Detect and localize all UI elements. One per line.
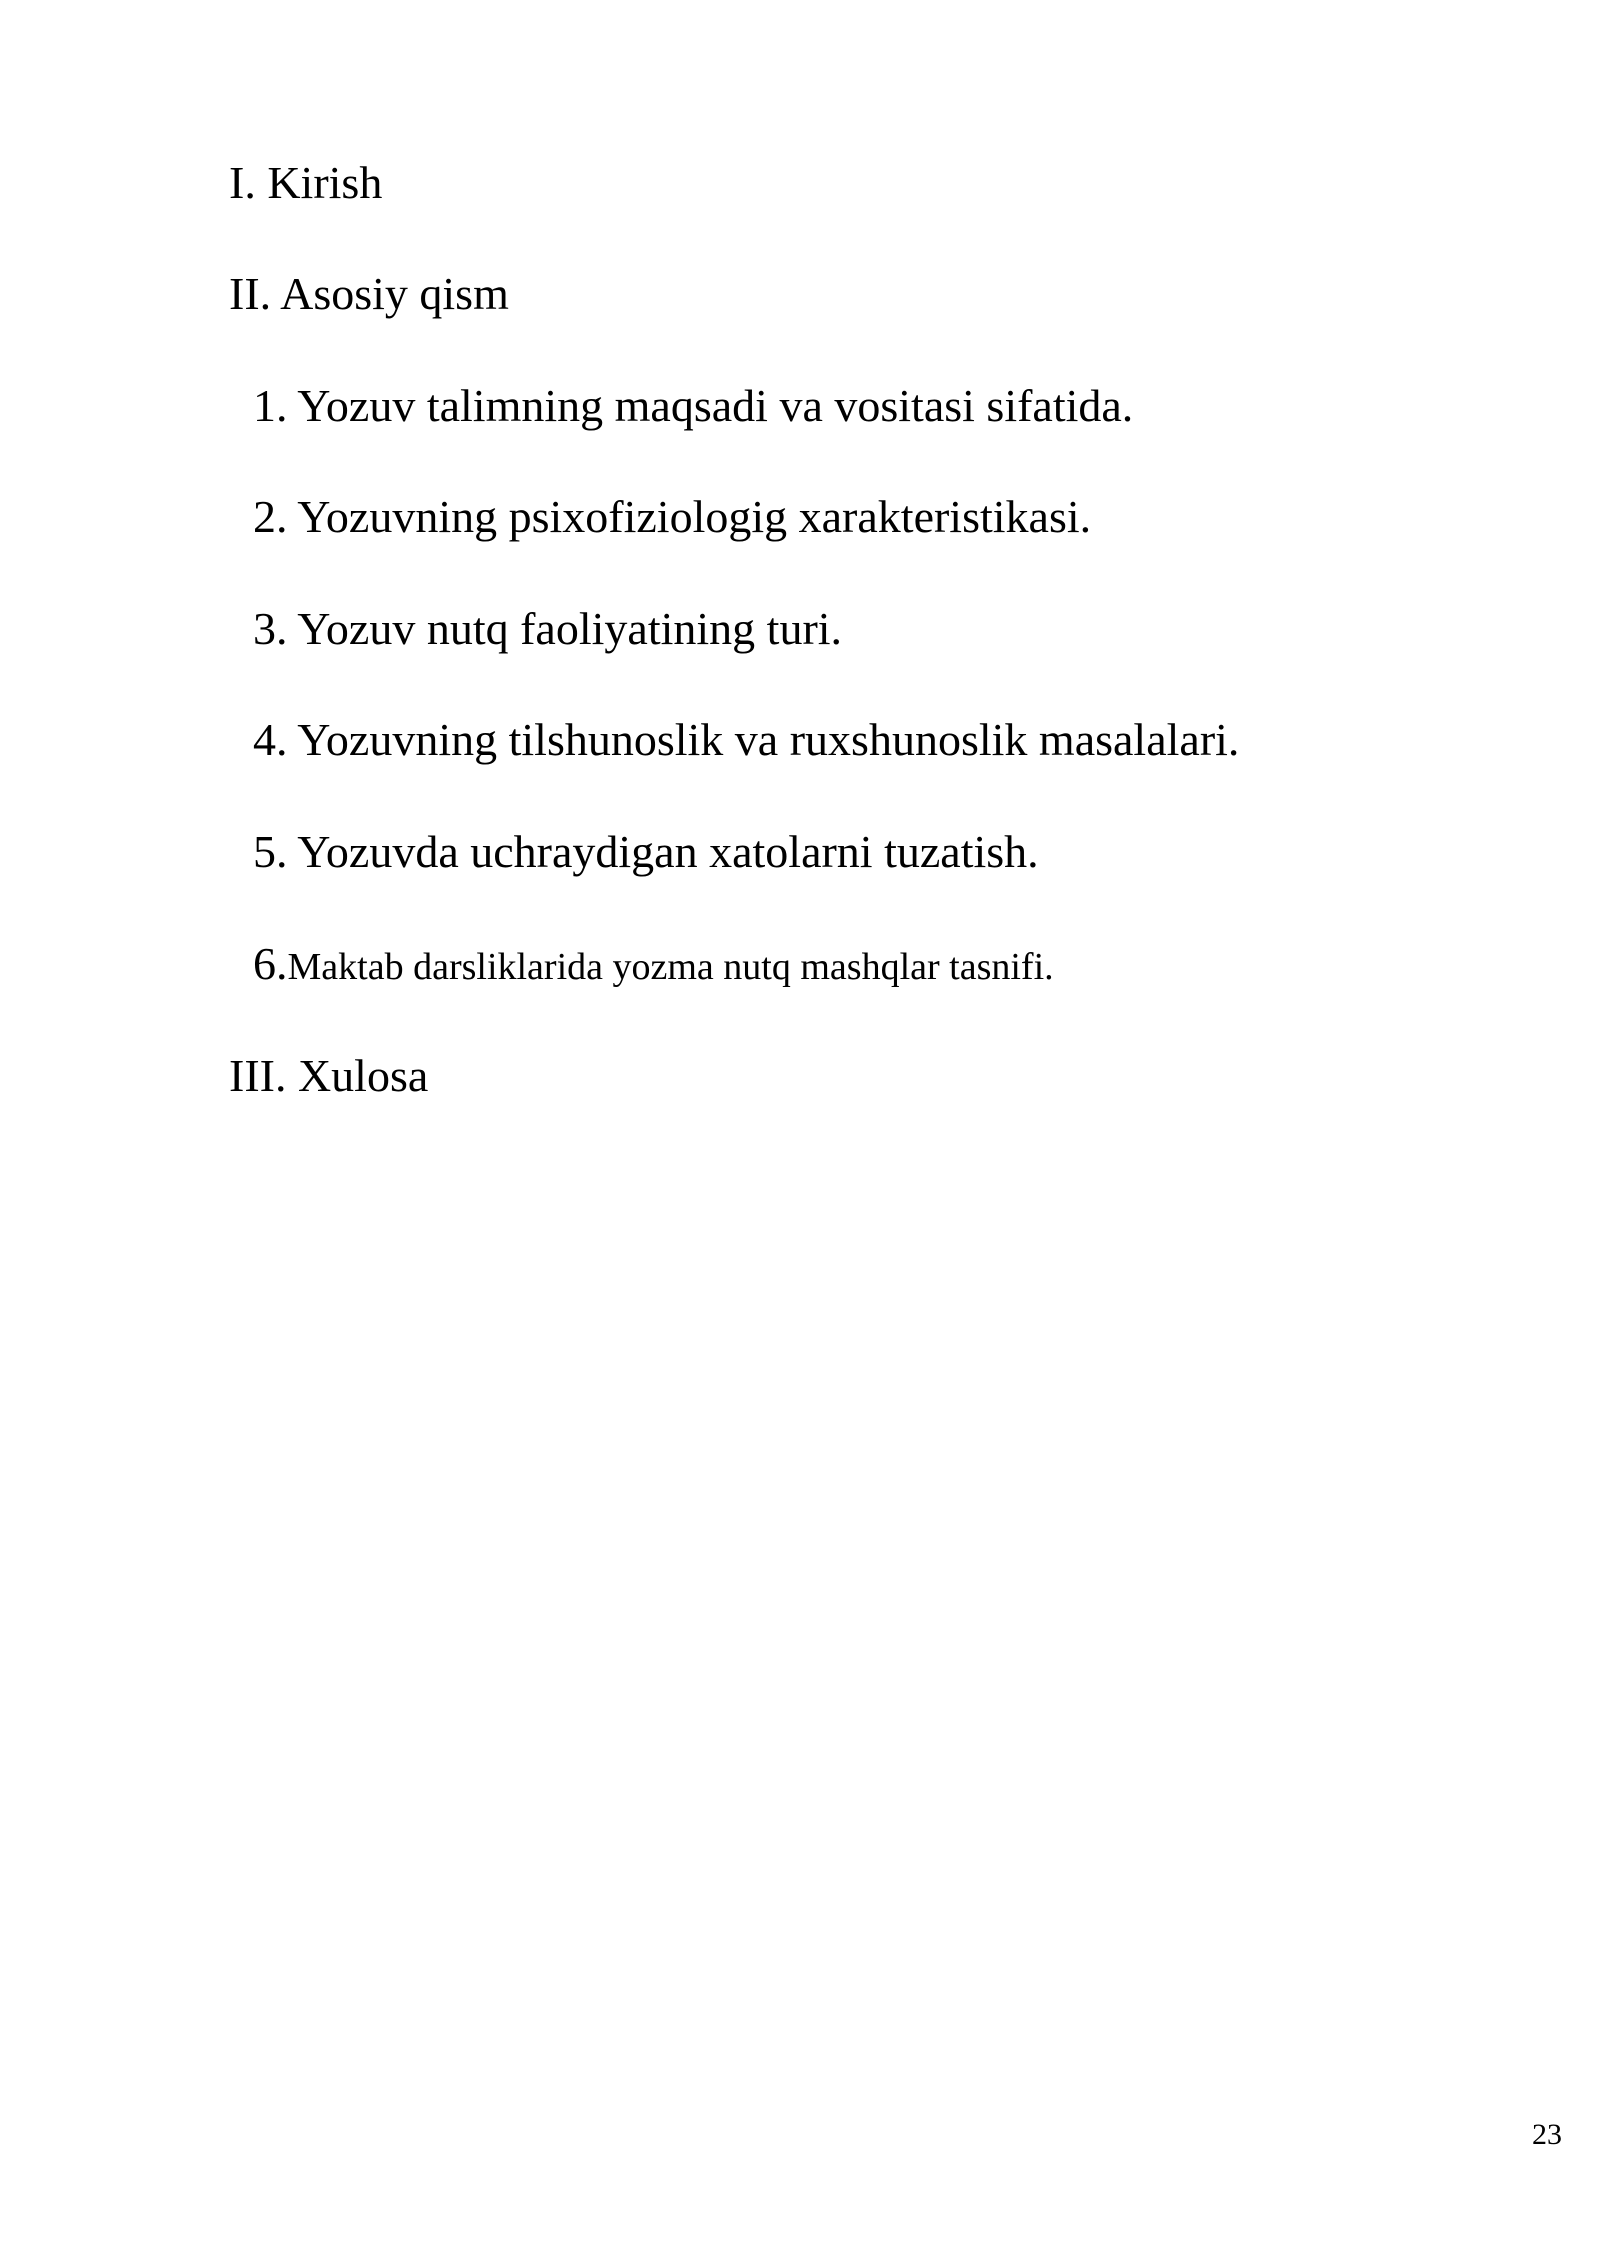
page-number: 23	[1532, 2118, 1562, 2151]
outline-item-5: 5. Yozuvda uchraydigan xatolarni tuzatish.	[253, 826, 1039, 877]
outline-item-6-number: 6.	[253, 938, 288, 989]
outline-item-6	[253, 938, 1054, 989]
outline-item-2: 2. Yozuvning psixofiziologig xarakteristikasi.	[253, 491, 1092, 542]
outline-heading-main-part: II. Asosiy qism	[229, 268, 509, 319]
outline-item-3: 3. Yozuv nutq faoliyatining turi.	[253, 603, 843, 654]
outline-heading-intro: I. Kirish	[229, 157, 383, 208]
outline-item-4: 4. Yozuvning tilshunoslik va ruxshunoslik masalalari.	[253, 714, 1240, 765]
outline-heading-conclusion: III. Xulosa	[229, 1050, 429, 1101]
outline-item-1: 1. Yozuv talimning maqsadi va vositasi sifatida.	[253, 380, 1134, 431]
outline-item-6-text: Maktab darsliklarida yozma nutq mashqlar tasnifi.	[287, 946, 1054, 988]
